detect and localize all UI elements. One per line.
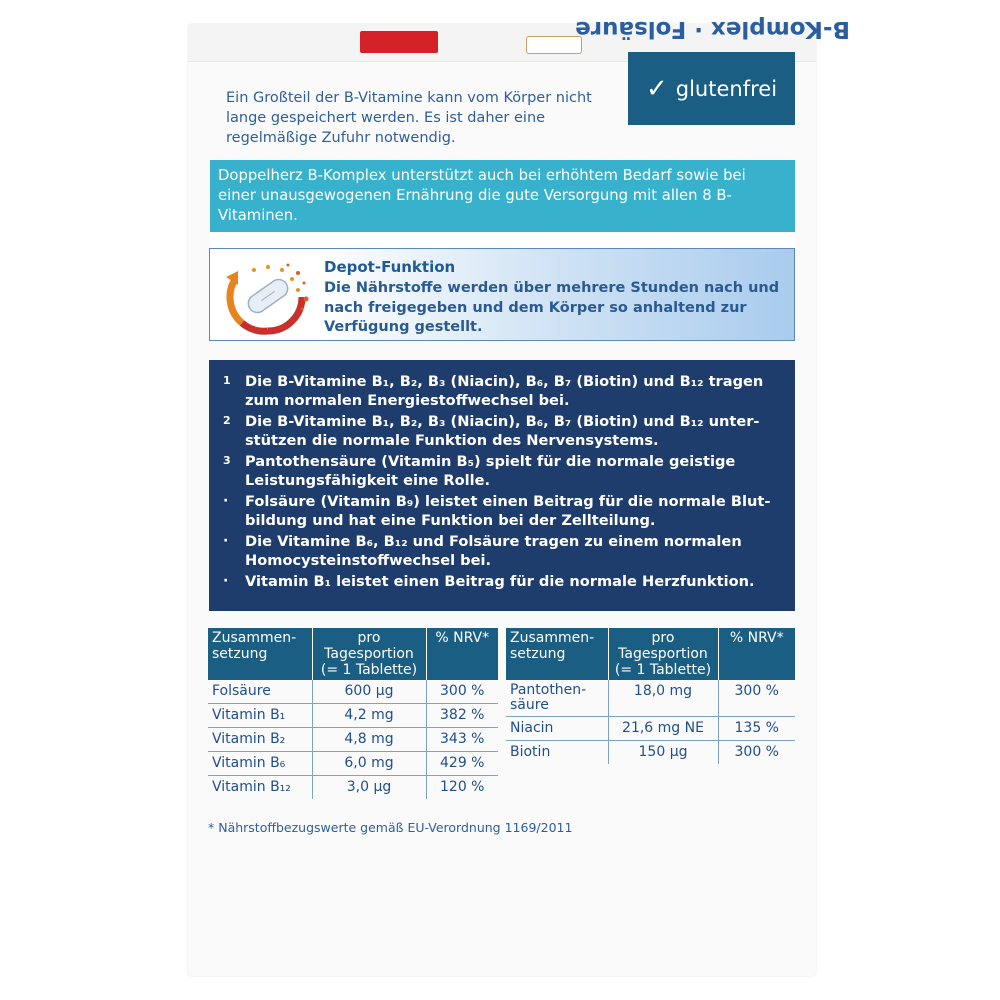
- nutrition-table-right: [506, 628, 795, 764]
- highlight-box: [210, 160, 795, 255]
- table-header-row: [208, 628, 498, 680]
- nutrient-name: Folsäure: [208, 680, 312, 704]
- nutrient-amount: 21,6 mg NE: [608, 717, 718, 741]
- claim-text: Vitamin B₁ leistet einen Beitrag für die normale Herzfunktion.: [245, 573, 755, 590]
- footnote: * Nährstoffbezugswerte gemäß EU-Verordnung 1169/2011: [208, 820, 573, 835]
- header-composition: Zusammen- setzung: [506, 628, 608, 680]
- depot-title: Depot-Funktion: [324, 258, 456, 276]
- nutrient-nrv: 429 %: [426, 752, 498, 776]
- nutrient-nrv: 300 %: [734, 744, 779, 760]
- claim-item: [223, 533, 783, 570]
- table-row: [506, 680, 795, 717]
- claim-item: [223, 413, 783, 450]
- table-row: [208, 776, 498, 800]
- nutrient-nrv: 300 %: [426, 680, 498, 704]
- claim-bullet: ·: [223, 533, 229, 549]
- health-claims-panel: [209, 360, 795, 611]
- nutrient-amount: 4,8 mg: [312, 728, 426, 752]
- claim-item: [223, 493, 783, 530]
- flap-product-name: B-Komplex · Folsäure: [575, 16, 850, 42]
- nutrient-amount: 600 µg: [312, 680, 426, 704]
- table-row: [506, 741, 795, 765]
- table-row: [208, 704, 498, 728]
- nutrient-name: Biotin: [506, 741, 608, 765]
- nutrient-nrv: 300 %: [718, 680, 795, 717]
- table-row: [208, 680, 498, 704]
- claim-bullet: ·: [223, 493, 229, 509]
- claim-text: Die B-Vitamine B₁, B₂, B₃ (Niacin), B₆, B₇ (Biotin) und B₁₂ unter- stützen die normale Funktion des Nervensystems.: [245, 413, 760, 449]
- nutrient-name: Niacin: [506, 717, 608, 741]
- claim-marker: 1: [223, 374, 231, 387]
- claim-item: [223, 573, 783, 592]
- nutrient-name: Vitamin B₆: [208, 752, 312, 776]
- nutrient-name: Pantothen- säure: [506, 680, 608, 717]
- product-box-back: [188, 16, 850, 976]
- gluten-free-badge: [628, 52, 795, 125]
- highlight-text: Doppelherz B-Komplex unterstützt auch bei erhöhtem Bedarf sowie bei einer unausgewogenen Ernährung die gute Versorgung mit allen 8 B-Vitaminen.: [210, 160, 795, 232]
- nutrient-amount: 18,0 mg: [608, 680, 718, 717]
- clock-tablet-icon: [216, 257, 316, 335]
- depot-description: Die Nährstoffe werden über mehrere Stunden nach und nach freigegeben und dem Körper so anhaltend zur Verfügung gestellt.: [324, 280, 780, 335]
- nutrient-amount: 4,2 mg: [312, 704, 426, 728]
- nutrient-amount: 150 µg: [608, 741, 718, 765]
- header-composition: Zusammen- setzung: [208, 628, 312, 680]
- intro-text: Ein Großteil der B-Vitamine kann vom Körper nicht lange gespeichert werden. Es ist daher eine regelmäßige Zufuhr notwendig.: [226, 90, 592, 146]
- nutrient-name: Vitamin B₁₂: [208, 776, 312, 800]
- claim-marker: 3: [223, 454, 231, 467]
- claim-text: Die Vitamine B₆, B₁₂ und Folsäure tragen zu einem normalen Homocysteinstoffwechsel bei.: [245, 533, 742, 569]
- header-per-day: pro Tagesportion (= 1 Tablette): [608, 628, 718, 680]
- claim-item: [223, 373, 783, 410]
- claim-text: Die B-Vitamine B₁, B₂, B₃ (Niacin), B₆, B₇ (Biotin) und B₁₂ tragen zum normalen Energiestoffwechsel bei.: [245, 373, 764, 409]
- nutrient-amount: 6,0 mg: [312, 752, 426, 776]
- depot-function-box: [209, 248, 795, 341]
- claim-text: Folsäure (Vitamin B₉) leistet einen Beitrag für die normale Blut- bildung und hat eine Funktion bei der Zellteilung.: [245, 493, 771, 529]
- nutrient-name: Vitamin B₂: [208, 728, 312, 752]
- table-row: [506, 717, 795, 741]
- nutrient-amount: 3,0 µg: [312, 776, 426, 800]
- table-header-row: [506, 628, 795, 680]
- claim-text: Pantothensäure (Vitamin B₅) spielt für die normale geistige Leistungsfähigkeit eine Rolle.: [245, 453, 736, 489]
- header-nrv: % NRV*: [718, 628, 795, 680]
- checkmark-icon: ✓: [645, 73, 668, 104]
- claim-item: [223, 453, 783, 490]
- header-per-day: pro Tagesportion (= 1 Tablette): [312, 628, 426, 680]
- table-row: [208, 728, 498, 752]
- table-row: [208, 752, 498, 776]
- nutrition-table-left: [208, 628, 498, 799]
- nutrient-nrv: 382 %: [426, 704, 498, 728]
- nutrient-nrv: 120 %: [440, 779, 485, 795]
- claim-bullet: ·: [223, 573, 229, 589]
- nutrient-nrv: 135 %: [718, 717, 795, 741]
- header-nrv: % NRV*: [426, 628, 498, 680]
- claim-marker: 2: [223, 414, 231, 427]
- gluten-free-label: glutenfrei: [675, 76, 778, 101]
- nutrient-name: Vitamin B₁: [208, 704, 312, 728]
- nutrient-nrv: 343 %: [426, 728, 498, 752]
